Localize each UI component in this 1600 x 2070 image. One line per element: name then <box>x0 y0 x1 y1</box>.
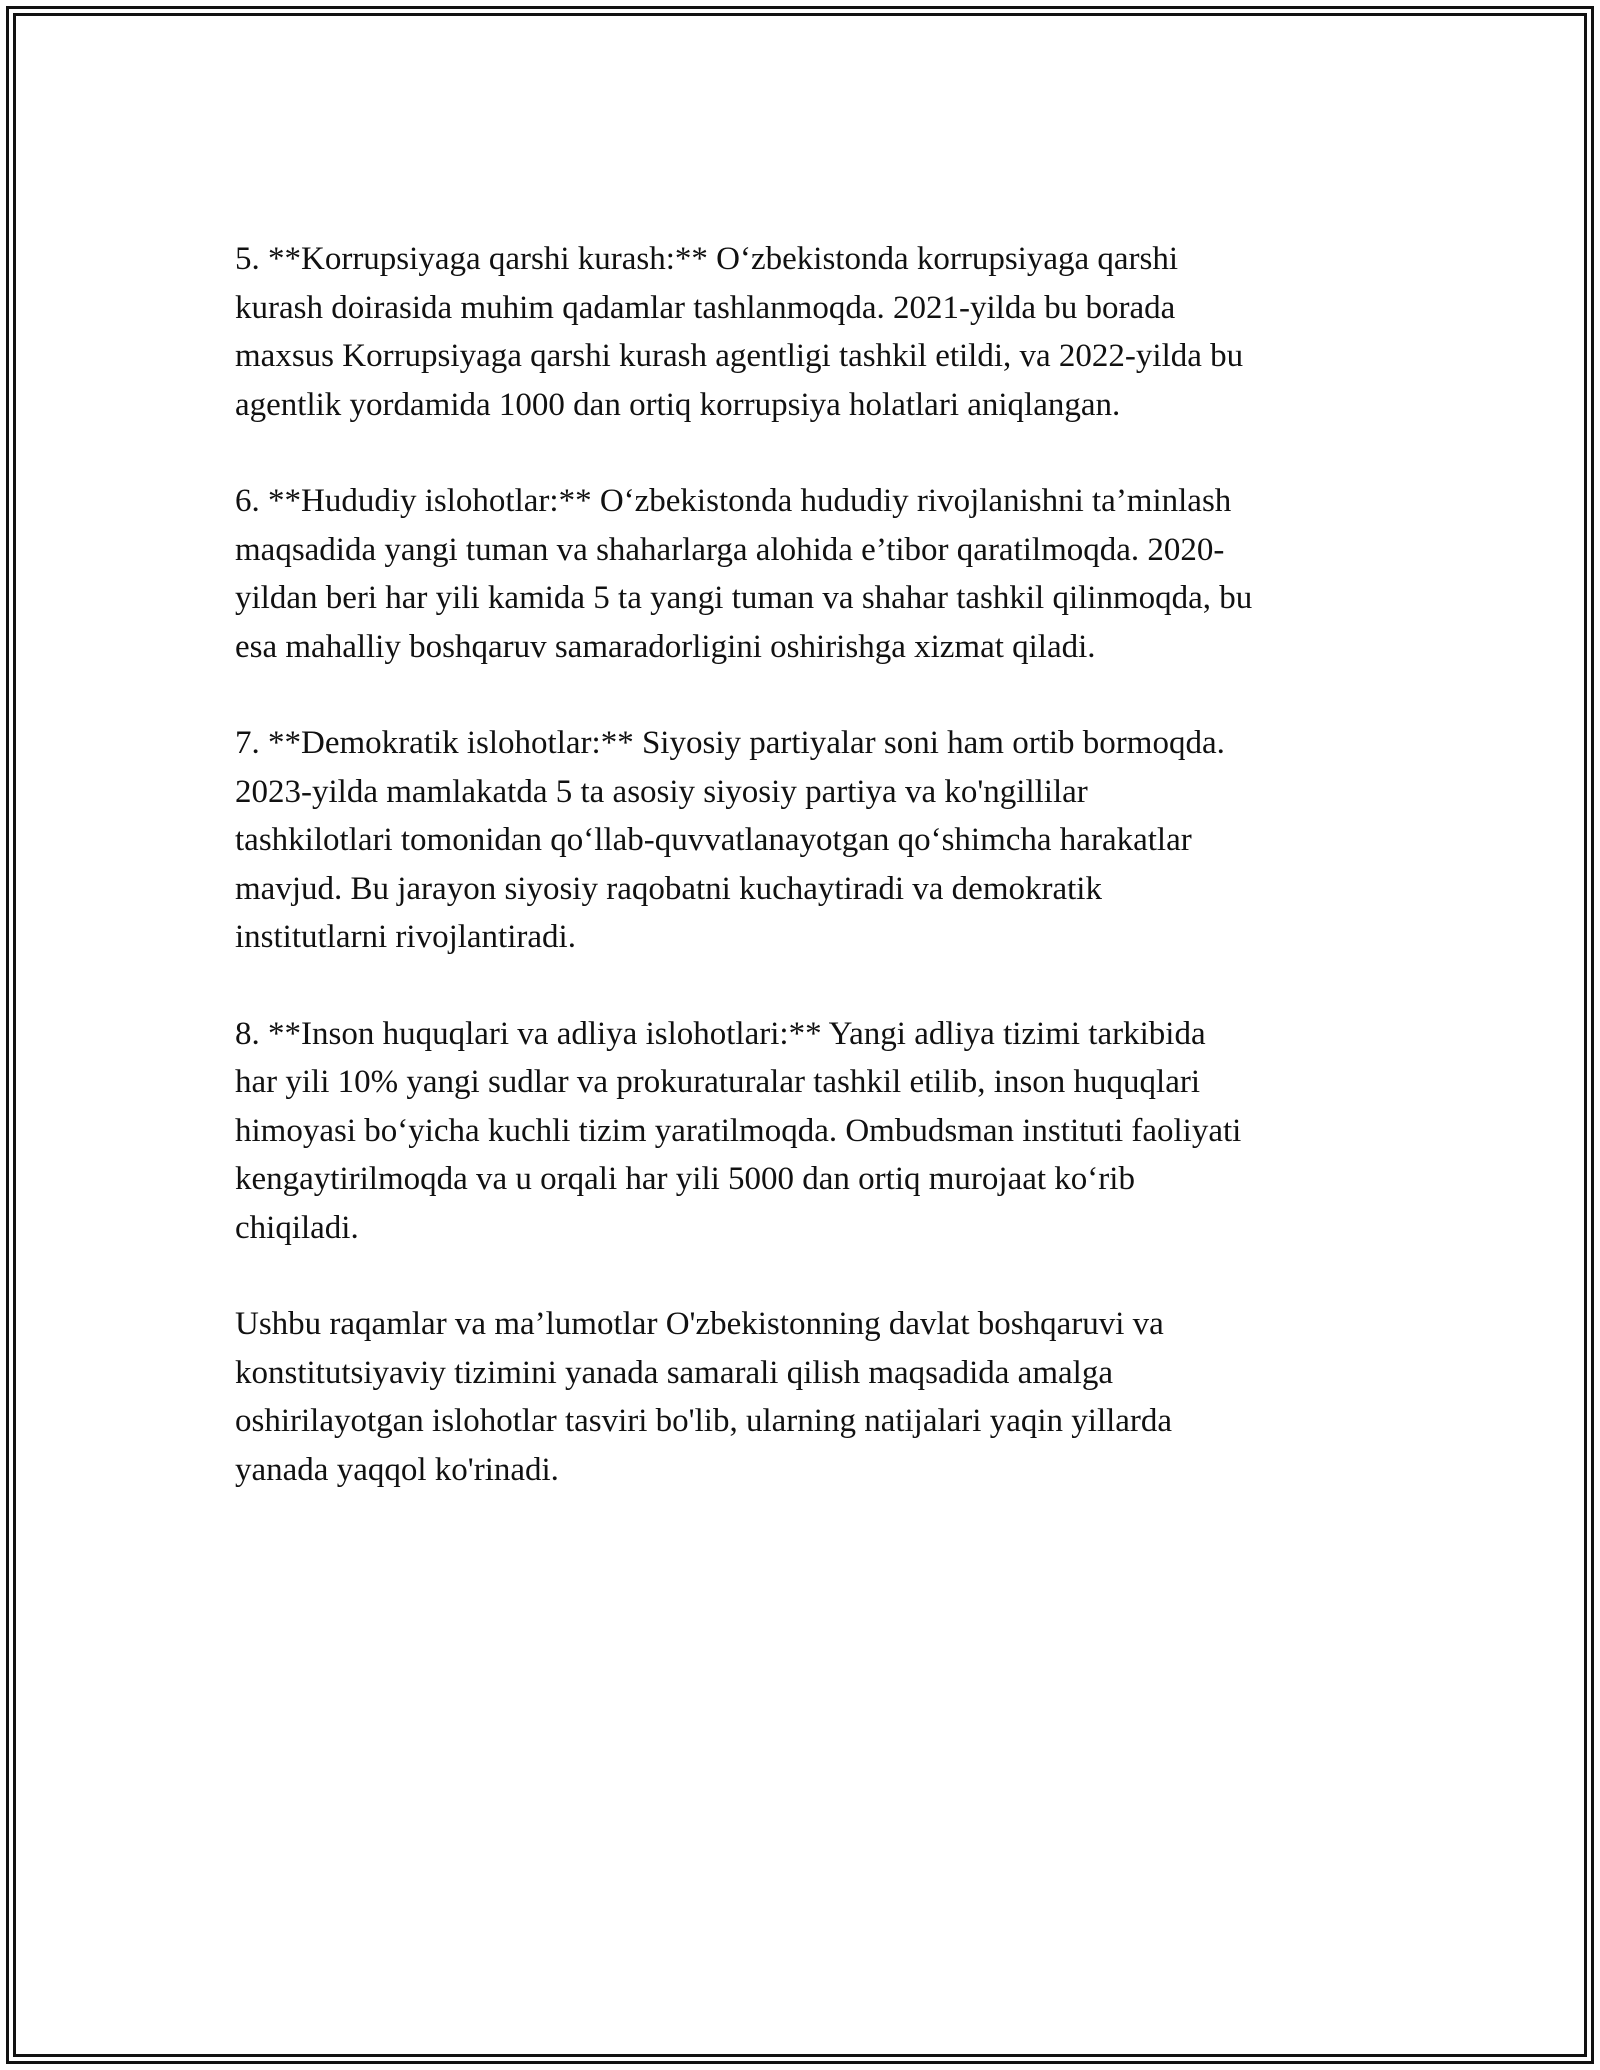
text-line: kengaytirilmoqda va u orqali har yili 5000 dan ortiq murojaat ko‘rib <box>235 1161 1135 1197</box>
text-line: maqsadida yangi tuman va shaharlarga alohida e’tibor qaratilmoqda. 2020- <box>235 531 1225 568</box>
text-line: tashkilotlari tomonidan qo‘llab-quvvatlanayotgan qo‘shimcha harakatlar <box>235 822 1192 858</box>
text-line: chiqiladi. <box>235 1209 359 1246</box>
paragraph-regional-reforms <box>235 477 1380 671</box>
text-line: 8. **Inson huquqlari va adliya islohotlari:** Yangi adliya tizimi tarkibida <box>235 1015 1206 1052</box>
text-line: konstitutsiyaviy tizimini yanada samarali qilish maqsadida amalga <box>235 1354 1113 1391</box>
text-line: har yili 10% yangi sudlar va prokuraturalar tashkil etilib, inson huquqlari <box>235 1064 1201 1100</box>
text-line: himoyasi bo‘yicha kuchli tizim yaratilmoqda. Ombudsman instituti faoliyati <box>235 1112 1242 1149</box>
text-line: maxsus Korrupsiyaga qarshi kurash agentligi tashkil etildi, va 2022-yilda bu <box>235 338 1244 374</box>
text-line: yildan beri har yili kamida 5 ta yangi tuman va shahar tashkil qilinmoqda, bu <box>235 580 1253 616</box>
paragraph-anti-corruption <box>235 235 1380 429</box>
text-line: 6. **Hududiy islohotlar:** O‘zbekistonda hududiy rivojlanishni ta’minlash <box>235 483 1232 519</box>
text-line: oshirilayotgan islohotlar tasviri bo'lib, ularning natijalari yaqin yillarda <box>235 1403 1173 1439</box>
text-line: kurash doirasida muhim qadamlar tashlanmoqda. 2021-yilda bu borada <box>235 289 1176 326</box>
text-line: Ushbu raqamlar va ma’lumotlar O'zbekistonning davlat boshqaruvi va <box>235 1306 1164 1342</box>
text-line: yanada yaqqol ko'rinadi. <box>235 1451 559 1488</box>
text-line: esa mahalliy boshqaruv samaradorligini oshirishga xizmat qiladi. <box>235 628 1096 665</box>
text-line: mavjud. Bu jarayon siyosiy raqobatni kuchaytiradi va demokratik <box>235 870 1102 907</box>
text-line: institutlarni rivojlantiradi. <box>235 919 576 955</box>
text-line: agentlik yordamida 1000 dan ortiq korrupsiya holatlari aniqlangan. <box>235 386 1121 423</box>
paragraph-democratic-reforms <box>235 719 1380 962</box>
document-body <box>235 235 1380 1542</box>
text-line: 7. **Demokratik islohotlar:** Siyosiy partiyalar soni ham ortib bormoqda. <box>235 725 1225 761</box>
paragraph-conclusion <box>235 1300 1380 1494</box>
text-line: 5. **Korrupsiyaga qarshi kurash:** O‘zbekistonda korrupsiyaga qarshi <box>235 241 1179 277</box>
paragraph-human-rights-justice <box>235 1010 1380 1253</box>
text-line: 2023-yilda mamlakatda 5 ta asosiy siyosiy partiya va ko'ngillilar <box>235 773 1088 810</box>
